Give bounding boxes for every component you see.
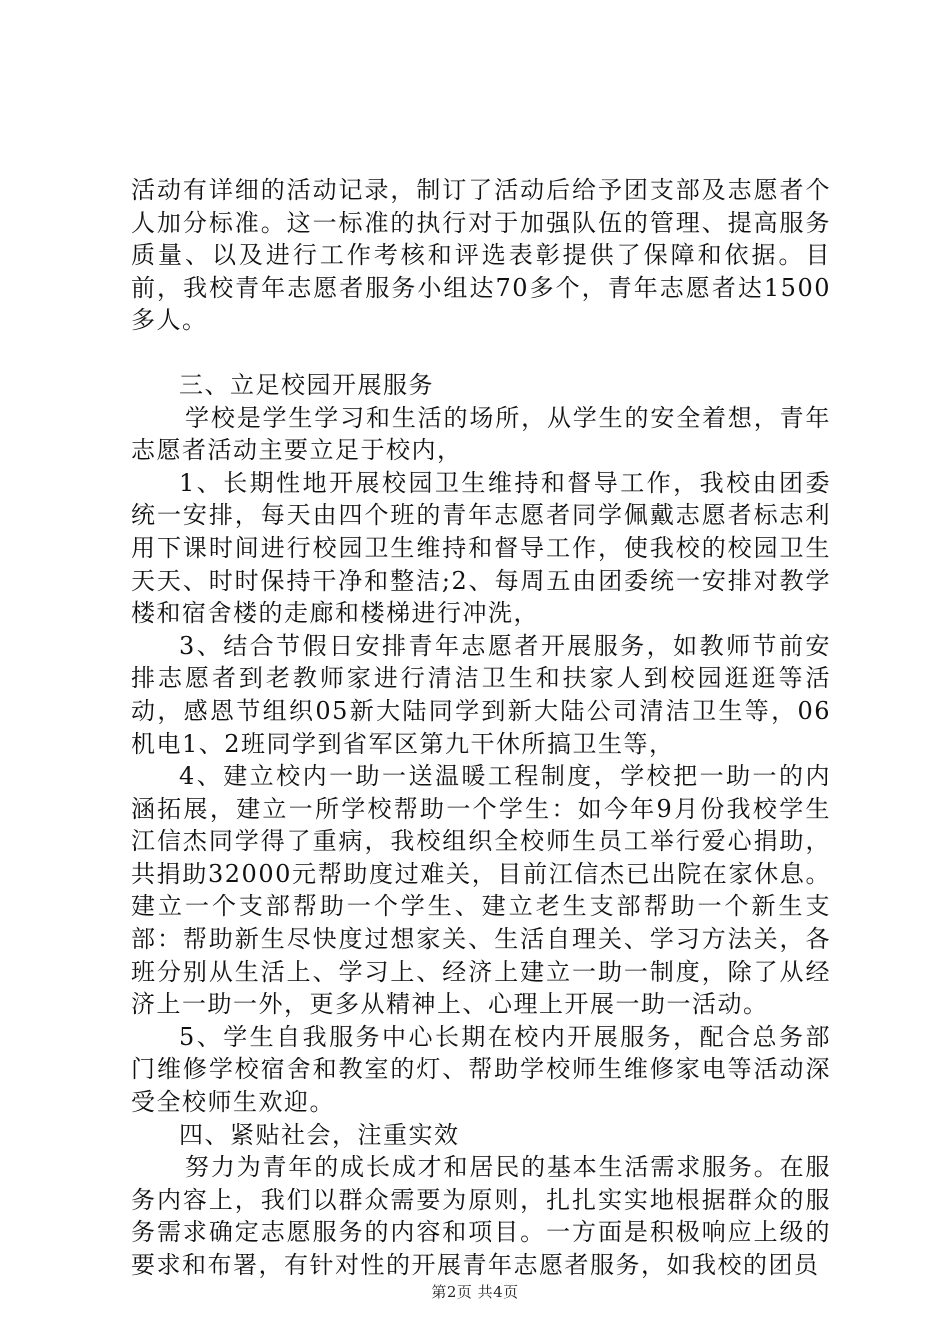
list-item-4-one-help-one: 4、建立校内一助一送温暖工程制度，学校把一助一的内涵拓展，建立一所学校帮助一个学生：如今年9月份我校学生江信杰同学得了重病，我校组织全校师生员工举行爱心捐助，共捐助32000元帮助度过难关，目前江信杰已出院在家休息。建立一个支部帮助一个学生、建立老生支部帮助一个新生支部：帮助新生尽快度过想家关、生活自理关、学习方法关，各班分别从生活上、学习上、经济上建立一助一制度，除了从经济上一助一外，更多从精神上、心理上开展一助一活动。 xyxy=(131,762,831,1019)
paragraph-volunteer-records: 活动有详细的活动记录，制订了活动后给予团支部及志愿者个人加分标准。这一标准的执行对于加强队伍的管理、提高服务质量、以及进行工作考核和评选表彰提供了保障和依据。目前，我校青年志愿者服务小组达70多个，青年志愿者达1500多人。 xyxy=(131,176,831,335)
list-item-1-hygiene: 1、长期性地开展校园卫生维持和督导工作，我校由团委统一安排，每天由四个班的青年志愿者同学佩戴志愿者标志利用下课时间进行校园卫生维持和督导工作，使我校的校园卫生天天、时时保持干净和整洁;2、每周五由团委统一安排对教学楼和宿舍楼的走廊和楼梯进行冲洗， xyxy=(131,468,831,628)
paragraph-campus-intro: 学校是学生学习和生活的场所，从学生的安全着想，青年志愿者活动主要立足于校内， xyxy=(131,403,831,465)
section-heading-society: 四、紧贴社会，注重实效 xyxy=(179,1120,460,1149)
list-item-3-holidays: 3、结合节假日安排青年志愿者开展服务，如教师节前安排志愿者到老教师家进行清洁卫生和扶家人到校园逛逛等活动，感恩节组织05新大陆同学到新大陆公司清洁卫生等，06机电1、2班同学到省军区第九干休所搞卫生等， xyxy=(131,631,831,758)
page-number-footer: 第2页 共4页 xyxy=(431,1283,519,1301)
list-item-5-self-service: 5、学生自我服务中心长期在校内开展服务，配合总务部门维修学校宿舍和教室的灯、帮助学校师生维修家电等活动深受全校师生欢迎。 xyxy=(131,1022,831,1117)
document-body xyxy=(131,174,831,1282)
section-heading-campus-service: 三、立足校园开展服务 xyxy=(179,370,434,399)
paragraph-gap xyxy=(131,337,831,369)
paragraph-society-service: 努力为青年的成长成才和居民的基本生活需求服务。在服务内容上，我们以群众需要为原则，扎扎实实地根据群众的服务需求确定志愿服务的内容和项目。一方面是积极响应上级的要求和布署，有针对性的开展青年志愿者服务，如我校的团员 xyxy=(131,1153,831,1279)
